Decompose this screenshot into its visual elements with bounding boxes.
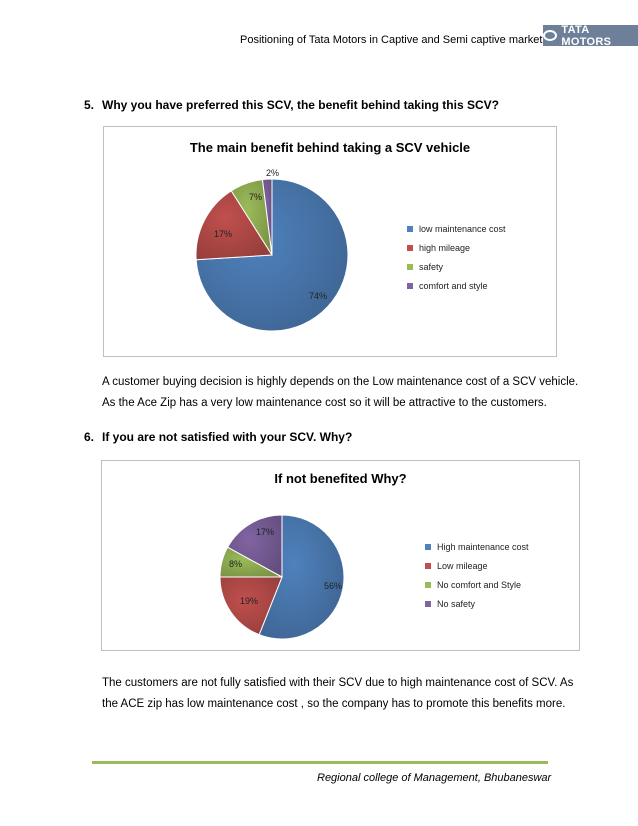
footer-text: Regional college of Management, Bhubaneswar bbox=[317, 772, 552, 784]
question-number: 5. bbox=[84, 98, 95, 112]
benefit-pie-chart bbox=[103, 126, 557, 357]
tata-motors-logo bbox=[543, 25, 638, 46]
paragraph-1 bbox=[102, 372, 582, 414]
chart-title: If not benefited Why? bbox=[274, 471, 407, 486]
dissatisfaction-pie-chart bbox=[101, 460, 580, 651]
legend-item bbox=[425, 594, 529, 613]
legend-item bbox=[425, 537, 529, 556]
paragraph-2 bbox=[102, 673, 582, 715]
legend-item bbox=[407, 257, 506, 276]
tata-logo-icon bbox=[543, 30, 557, 41]
pie-data-label: 2% bbox=[266, 168, 280, 178]
pie-data-label: 17% bbox=[256, 527, 275, 537]
legend-swatch bbox=[407, 283, 413, 289]
question-text: If you are not satisfied with your SCV. Why? bbox=[102, 430, 353, 444]
legend-item bbox=[425, 575, 529, 594]
legend-item bbox=[407, 238, 506, 257]
paragraph-line: As the Ace Zip has a very low maintenance cost so it will be attractive to the customers. bbox=[102, 397, 547, 409]
question-6 bbox=[84, 430, 352, 444]
paragraph-line: the ACE zip has low maintenance cost , so the company has to promote this benefits more. bbox=[102, 698, 566, 710]
paragraph-line: The customers are not fully satisfied with their SCV due to high maintenance cost of SCV. As bbox=[102, 677, 574, 689]
pie-data-label: 74% bbox=[309, 291, 328, 301]
page-header-title: Positioning of Tata Motors in Captive and Semi captive market bbox=[240, 34, 543, 46]
legend-swatch bbox=[407, 264, 413, 270]
legend-item bbox=[425, 556, 529, 575]
footer-divider bbox=[92, 761, 548, 764]
question-number: 6. bbox=[84, 430, 95, 444]
pie-data-label: 56% bbox=[324, 581, 343, 591]
legend-label: low maintenance cost bbox=[419, 223, 506, 234]
legend-swatch bbox=[425, 563, 431, 569]
legend-swatch bbox=[425, 601, 431, 607]
legend-label: high mileage bbox=[419, 242, 471, 253]
chart-legend bbox=[407, 219, 506, 295]
pie-data-label: 19% bbox=[240, 596, 259, 606]
legend-label: safety bbox=[419, 261, 444, 272]
legend-item bbox=[407, 276, 506, 295]
legend-swatch bbox=[425, 544, 431, 550]
legend-swatch bbox=[407, 245, 413, 251]
legend-label: Low mileage bbox=[437, 560, 488, 571]
paragraph-line: A customer buying decision is highly depends on the Low maintenance cost of a SCV vehicle. bbox=[102, 376, 579, 388]
question-5 bbox=[84, 98, 499, 112]
legend-item bbox=[407, 219, 506, 238]
chart-title: The main benefit behind taking a SCV vehicle bbox=[189, 140, 471, 155]
legend-swatch bbox=[407, 226, 413, 232]
logo-text: TATA MOTORS bbox=[561, 23, 612, 48]
pie-data-label: 8% bbox=[229, 559, 243, 569]
legend-swatch bbox=[425, 582, 431, 588]
pie-data-label: 17% bbox=[214, 229, 233, 239]
pie-data-label: 7% bbox=[249, 192, 263, 202]
chart-legend bbox=[425, 537, 529, 613]
legend-label: comfort and style bbox=[419, 280, 488, 291]
legend-label: No safety bbox=[437, 598, 476, 609]
legend-label: No comfort and Style bbox=[437, 579, 522, 590]
question-text: Why you have preferred this SCV, the benefit behind taking this SCV? bbox=[102, 98, 499, 112]
legend-label: High maintenance cost bbox=[437, 541, 529, 552]
